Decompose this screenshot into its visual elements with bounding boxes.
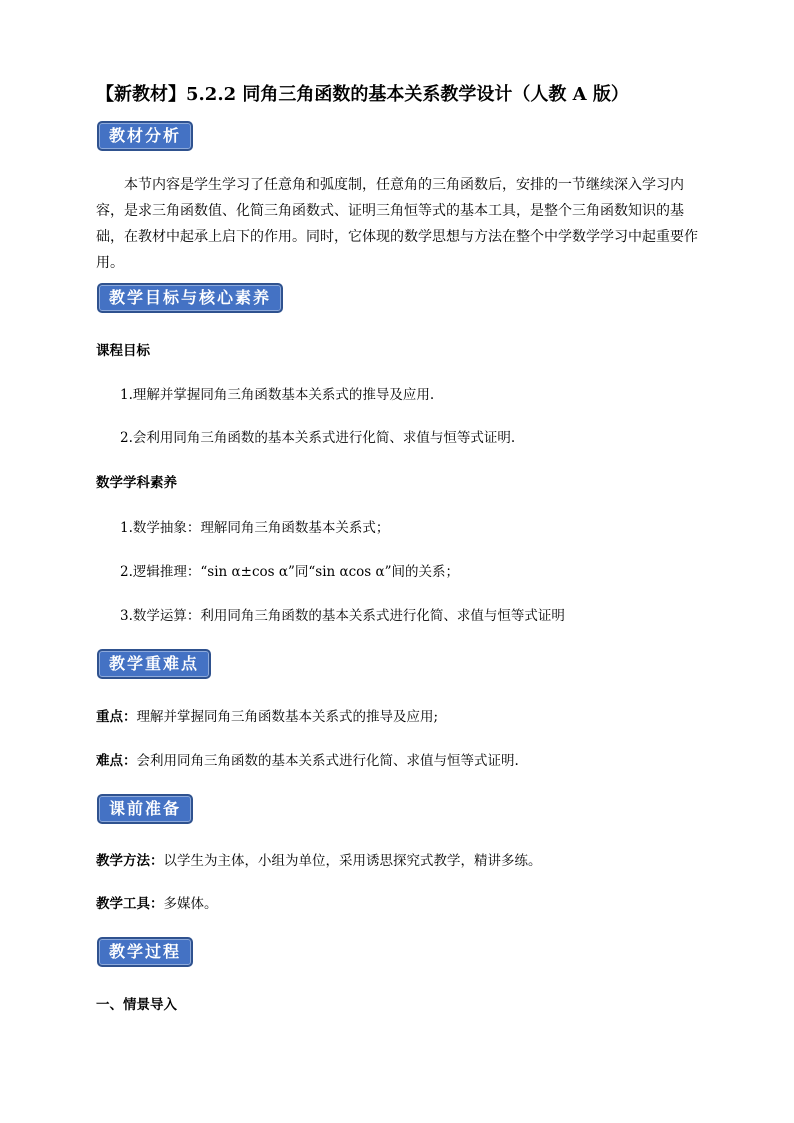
document-title: 【新教材】5.2.2 同角三角函数的基本关系教学设计（人教 A 版） bbox=[96, 84, 629, 105]
section-badge-analysis: 教材分析 bbox=[97, 121, 193, 151]
literacy-heading: 数学学科素养 bbox=[96, 475, 177, 491]
section-badge-key-points: 教学重难点 bbox=[97, 649, 211, 679]
section-badge-process: 教学过程 bbox=[97, 937, 193, 967]
process-step-1: 一、情景导入 bbox=[96, 997, 177, 1013]
teaching-method-line bbox=[96, 849, 542, 869]
course-goal-item-1: 1.理解并掌握同角三角函数基本关系式的推导及应用. bbox=[120, 387, 435, 403]
teaching-method-label: 教学方法： bbox=[96, 853, 164, 869]
key-point-label: 重点： bbox=[96, 709, 137, 725]
section-badge-preparation: 课前准备 bbox=[97, 794, 193, 824]
teaching-tool-line bbox=[96, 892, 218, 912]
key-point-text: 理解并掌握同角三角函数基本关系式的推导及应用; bbox=[136, 709, 439, 725]
teaching-tool-label: 教学工具： bbox=[96, 896, 164, 912]
teaching-tool-text: 多媒体。 bbox=[163, 896, 218, 912]
analysis-paragraph: 本节内容是学生学习了任意角和弧度制，任意角的三角函数后，安排的一节继续深入学习内容，是求三角函数值、化简三角函数式、证明三角恒等式的基本工具，是整个三角函数知识的基础，在教材中起承上启下的作用。同时，它体现的数学思想与方法在整个中学数学学习中起重要作用。 bbox=[96, 177, 698, 271]
section-badge-goals: 教学目标与核心素养 bbox=[97, 283, 283, 313]
difficult-point-line bbox=[96, 749, 519, 769]
literacy-item-1: 1.数学抽象：理解同角三角函数基本关系式； bbox=[120, 520, 390, 536]
difficult-point-label: 难点： bbox=[96, 753, 137, 769]
literacy-item-2: 2.逻辑推理：“sin α±cos α”同“sin αcos α”间的关系； bbox=[120, 564, 460, 580]
key-point-line bbox=[96, 705, 438, 725]
difficult-point-text: 会利用同角三角函数的基本关系式进行化简、求值与恒等式证明. bbox=[136, 753, 519, 769]
course-goals-heading: 课程目标 bbox=[96, 343, 150, 359]
course-goal-item-2: 2.会利用同角三角函数的基本关系式进行化简、求值与恒等式证明. bbox=[120, 430, 516, 446]
teaching-method-text: 以学生为主体，小组为单位，采用诱思探究式教学，精讲多练。 bbox=[163, 853, 542, 869]
literacy-item-3: 3.数学运算：利用同角三角函数的基本关系式进行化简、求值与恒等式证明 bbox=[120, 608, 565, 624]
